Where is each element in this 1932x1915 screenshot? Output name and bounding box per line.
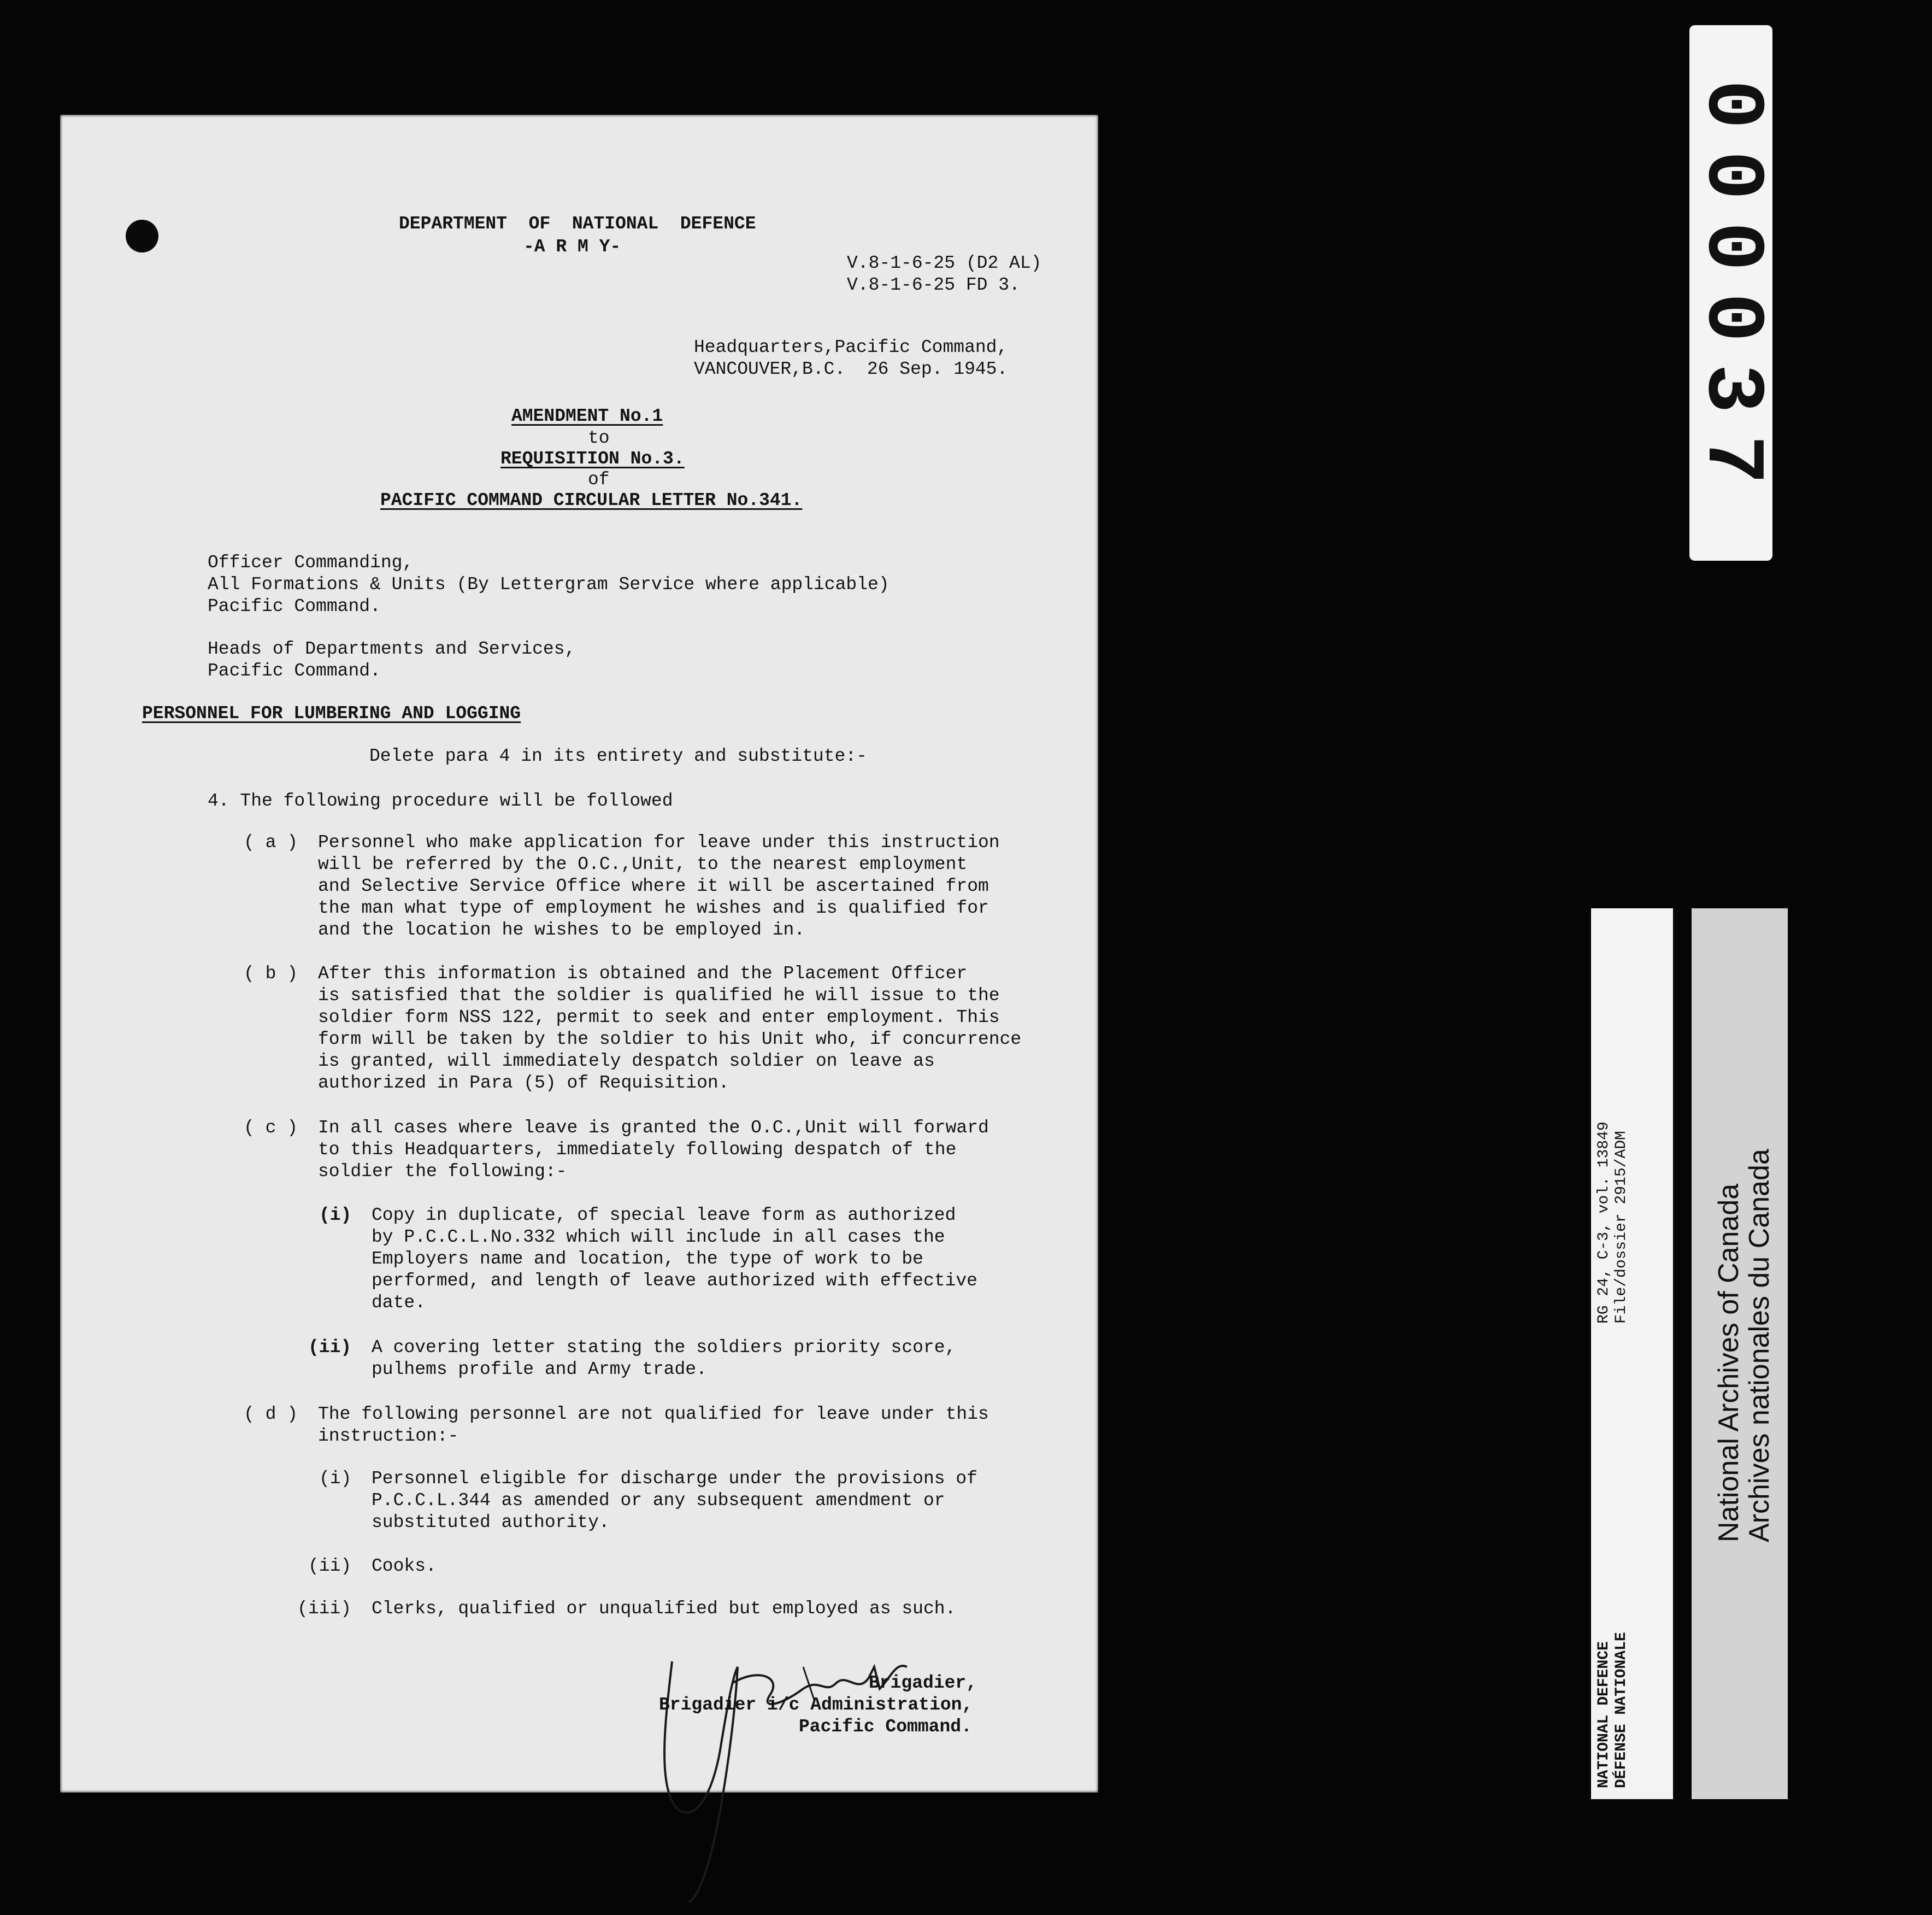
item-c-sub-i-line: date. <box>372 1293 426 1313</box>
punch-hole <box>126 220 158 252</box>
addressee-line: All Formations & Units (By Lettergram Service where applicable) <box>208 574 890 595</box>
title-to: to <box>588 428 610 448</box>
file-reference-2: V.8-1-6-25 FD 3. <box>847 275 1020 295</box>
item-c-line: In all cases where leave is granted the O.C.,Unit will forward <box>318 1118 989 1138</box>
signature-role: Brigadier i/c Administration, <box>659 1695 973 1715</box>
item-b-line: authorized in Para (5) of Requisition. <box>318 1073 729 1093</box>
item-b-line: is granted, will immediately despatch soldier on leave as <box>318 1051 935 1071</box>
addressee-line: Pacific Command. <box>208 661 381 681</box>
file-reference-1: V.8-1-6-25 (D2 AL) <box>847 253 1042 273</box>
department-heading: DEPARTMENT OF NATIONAL DEFENCE <box>399 214 756 234</box>
archives-label <box>1692 908 1788 1799</box>
item-d-sub-i-line: P.C.C.L.344 as amended or any subsequent amendment or <box>372 1490 945 1511</box>
item-c-sub-ii-label: (ii) <box>308 1337 352 1358</box>
item-d-label: ( d ) <box>244 1404 298 1424</box>
item-b-line: form will be taken by the soldier to his Unit who, if concurrence <box>318 1029 1022 1049</box>
frame-number-strip <box>1684 25 1777 561</box>
item-d-sub-i-line: substituted authority. <box>372 1512 610 1532</box>
requisition-title: REQUISITION No.3. <box>500 449 685 469</box>
item-a-label: ( a ) <box>244 832 298 853</box>
addressee-line: Heads of Departments and Services, <box>208 639 576 659</box>
item-d-sub-i-line: Personnel eligible for discharge under the provisions of <box>372 1468 977 1489</box>
document-sheet <box>60 115 1098 1793</box>
title-of: of <box>588 469 610 490</box>
subject-heading: PERSONNEL FOR LUMBERING AND LOGGING <box>142 703 521 724</box>
item-a-line: will be referred by the O.C.,Unit, to the nearest employment <box>318 854 968 874</box>
signature-rank: Brigadier, <box>869 1673 977 1693</box>
reference-line: DÉFENSE NATIONALE <box>1613 1632 1630 1788</box>
item-d-sub-i-label: (i) <box>319 1468 352 1489</box>
headquarters-line: Headquarters,Pacific Command, <box>694 337 1008 357</box>
signature-command: Pacific Command. <box>799 1717 972 1737</box>
intro-line: Delete para 4 in its entirety and substitute:- <box>369 746 867 766</box>
archives-name-en: National Archives of Canada <box>1713 1183 1745 1542</box>
item-c-sub-i-line: Employers name and location, the type of work to be <box>372 1249 923 1269</box>
archives-name-fr: Archives nationales du Canada <box>1743 1149 1775 1542</box>
item-c-sub-i-label: (i) <box>319 1205 352 1225</box>
item-a-line: Personnel who make application for leave under this instruction <box>318 832 1000 853</box>
place-date-line: VANCOUVER,B.C. 26 Sep. 1945. <box>694 359 1008 379</box>
reference-label <box>1591 908 1673 1799</box>
item-b-line: soldier form NSS 122, permit to seek and enter employment. This <box>318 1007 1000 1027</box>
item-d-sub-ii-line: Cooks. <box>372 1556 437 1576</box>
item-d-sub-ii-label: (ii) <box>308 1556 352 1576</box>
item-b-line: After this information is obtained and the Placement Officer <box>318 964 968 984</box>
item-c-line: soldier the following:- <box>318 1161 567 1182</box>
item-b-line: is satisfied that the soldier is qualified he will issue to the <box>318 985 1000 1006</box>
item-a-line: the man what type of employment he wishes and is qualified for <box>318 898 989 918</box>
addressee-line: Officer Commanding, <box>208 553 414 573</box>
item-a-line: and the location he wishes to be employed in. <box>318 920 805 940</box>
item-a-line: and Selective Service Office where it will be ascertained from <box>318 876 989 896</box>
frame-number: 000037 <box>1684 79 1777 507</box>
item-d-sub-iii-label: (iii) <box>297 1599 352 1619</box>
reference-line: File/dossier 2915/ADM <box>1613 1131 1630 1324</box>
circular-letter-title: PACIFIC COMMAND CIRCULAR LETTER No.341. <box>380 490 803 510</box>
addressee-line: Pacific Command. <box>208 596 381 616</box>
item-d-line: The following personnel are not qualified for leave under this <box>318 1404 989 1424</box>
reference-line: NATIONAL DEFENCE <box>1595 1641 1612 1788</box>
item-c-sub-i-line: by P.C.C.L.No.332 which will include in all cases the <box>372 1227 945 1247</box>
item-d-sub-iii-line: Clerks, qualified or unqualified but employed as such. <box>372 1599 956 1619</box>
item-c-line: to this Headquarters, immediately following despatch of the <box>318 1139 957 1160</box>
amendment-title: AMENDMENT No.1 <box>511 406 663 426</box>
item-c-sub-i-line: Copy in duplicate, of special leave form as authorized <box>372 1205 956 1225</box>
item-c-label: ( c ) <box>244 1118 298 1138</box>
army-heading: -A R M Y- <box>523 237 621 257</box>
item-c-sub-ii-line: A covering letter stating the soldiers priority score, <box>372 1337 956 1358</box>
item-b-label: ( b ) <box>244 964 298 984</box>
paragraph-4: 4. The following procedure will be followed <box>208 791 673 811</box>
item-c-sub-i-line: performed, and length of leave authorized with effective <box>372 1271 977 1291</box>
reference-line: RG 24, C-3, vol. 13849 <box>1595 1121 1612 1324</box>
item-d-line: instruction:- <box>318 1426 459 1446</box>
item-c-sub-ii-line: pulhems profile and Army trade. <box>372 1359 707 1379</box>
